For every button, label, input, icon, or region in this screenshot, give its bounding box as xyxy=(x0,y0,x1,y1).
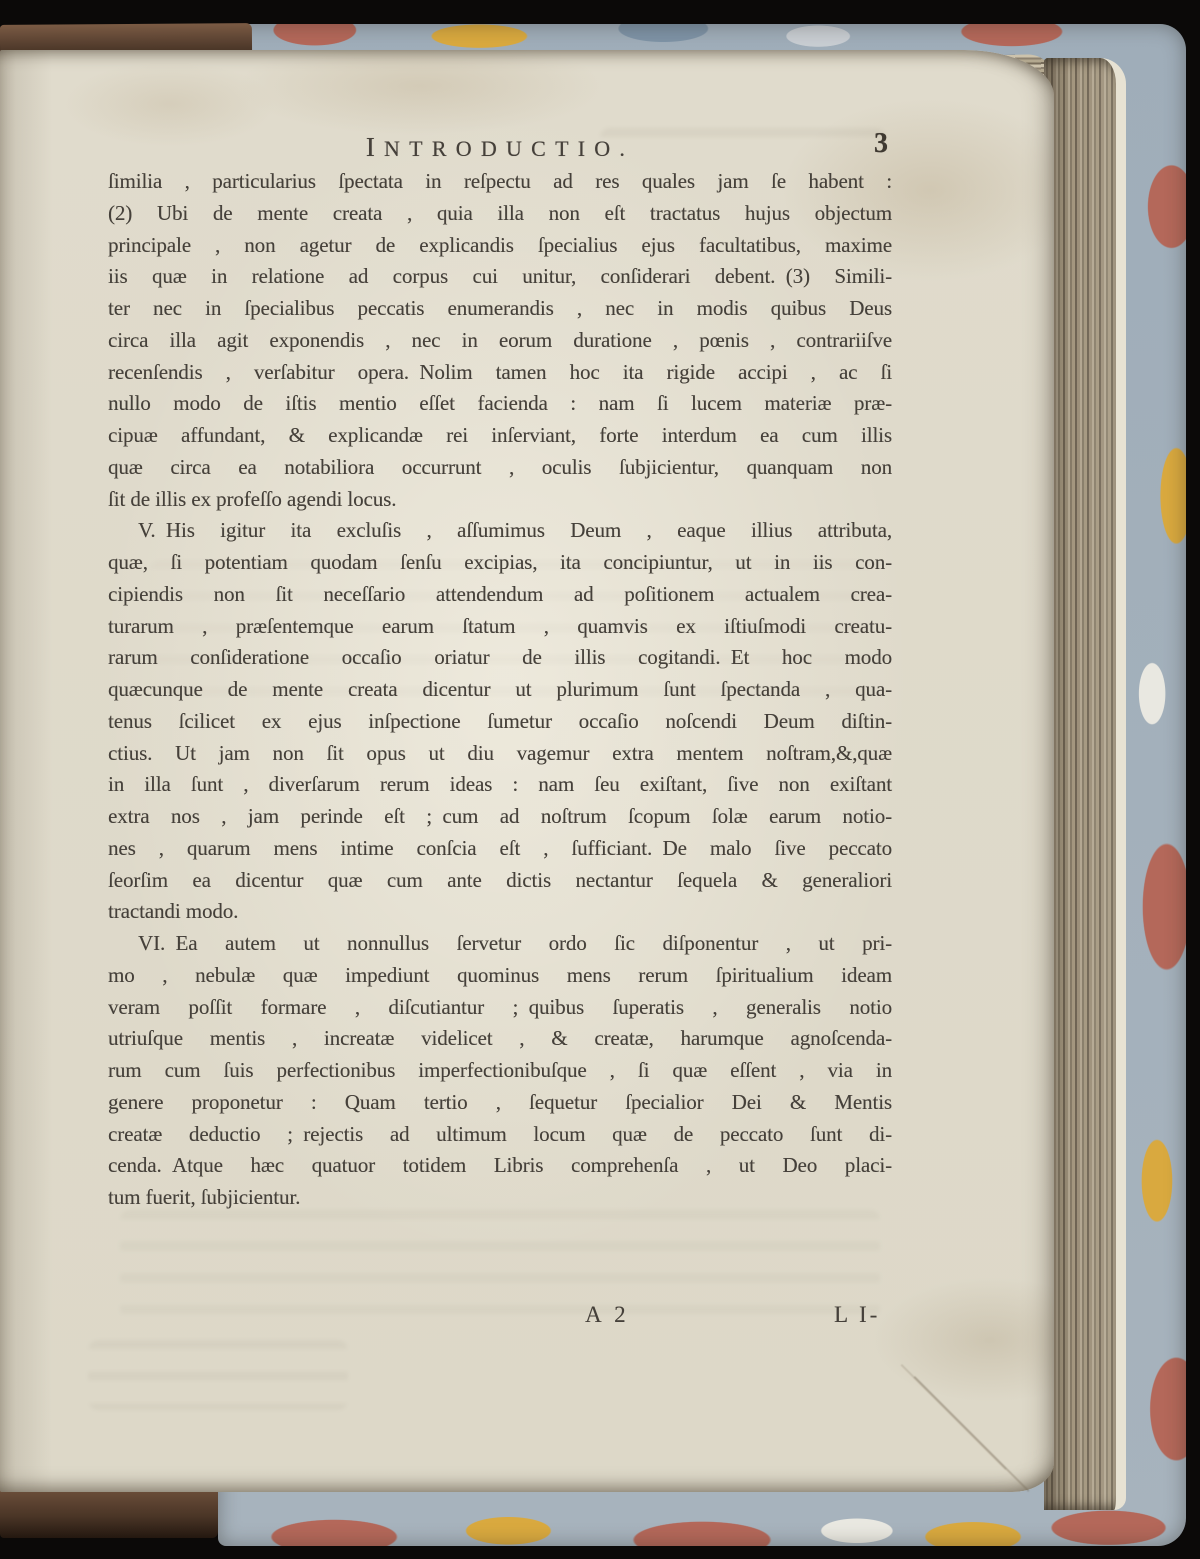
text-line: rum cum ſuis perfectionibus imperfectionibuſque , ſi quæ eſſent , via in xyxy=(108,1058,892,1082)
text-line: mo , nebulæ quæ impediunt quominus mens rerum ſpiritualium ideam xyxy=(108,962,892,987)
text-line: quæcunque de mente creata dicentur ut plurimum ſunt ſpectanda , qua- xyxy=(108,677,892,701)
text-line: utriuſque mentis , increatæ videlicet , & creatæ, harumque agnoſcenda- xyxy=(108,1026,892,1051)
text-line: turarum , præſentemque earum ſtatum , quamvis ex iſtiuſmodi creatu- xyxy=(108,613,892,638)
book-fore-edge-pages xyxy=(1044,58,1126,1510)
page-number: 3 xyxy=(874,128,888,159)
show-through-ghost xyxy=(120,1210,880,1320)
text-line: quæ, ſi potentiam quodam ſenſu excipias, ita concipiuntur, ut in iis con- xyxy=(108,550,892,574)
text-line: ſit de illis ex profeſſo agendi locus. xyxy=(108,486,397,511)
text-line: nes , quarum mens intime conſcia eſt , ſufficiant. De malo ſive peccato xyxy=(108,835,892,860)
signature-mark: A 2 xyxy=(585,1302,630,1327)
leather-binding-edge-bottom xyxy=(0,1490,218,1538)
text-line: quæ circa ea notabiliora occurrunt , oculis ſubjicientur, quanquam non xyxy=(108,454,892,479)
show-through-ghost xyxy=(88,1340,348,1410)
text-line: tum fuerit, ſubjicientur. xyxy=(108,1185,301,1209)
running-title: INTRODUCTIO. xyxy=(365,132,635,162)
text-line: principale , non agetur de explicandis ſpecialius ejus facultatibus, maxime xyxy=(108,232,892,257)
text-line: cipuæ affundant, & explicandæ rei inſerviant, forte interdum ea cum illis xyxy=(108,423,892,447)
text-line: nullo modo de iſtis mentio eſſet facienda : nam ſi lucem materiæ præ- xyxy=(108,391,892,416)
text-line: circa illa agit exponendis , nec in eorum duratione , pœnis , contrariiſve xyxy=(108,327,892,352)
text-line: ter nec in ſpecialibus peccatis enumerandis , nec in modis quibus Deus xyxy=(108,296,892,320)
text-line: rarum conſideratione occaſio oriatur de illis cogitandi. Et hoc modo xyxy=(108,645,892,670)
text-line: V. His igitur ita excluſis , aſſumimus Deum , eaque illius attributa, xyxy=(138,518,892,543)
text-line: recenſendis , verſabitur opera. Nolim tamen hoc ita rigide accipi , ac ſi xyxy=(108,359,892,384)
page-header xyxy=(108,128,892,170)
text-line: extra nos , jam perinde eſt ; cum ad noſtrum ſcopum ſolæ earum notio- xyxy=(108,804,892,828)
text-line: tractandi modo. xyxy=(108,899,239,924)
text-line: ſeorſim ea dicentur quæ cum ante dictis nectantur ſequela & generaliori xyxy=(108,867,892,892)
book-page xyxy=(0,50,1054,1492)
text-line: cenda. Atque hæc quatuor totidem Libris comprehenſa , ut Deo placi- xyxy=(108,1153,892,1178)
text-line: (2) Ubi de mente creata , quia illa non eſt tractatus hujus objectum xyxy=(108,200,892,225)
text-line: cipiendis non ſit neceſſario attendendum ad poſitionem actualem crea- xyxy=(108,581,892,606)
text-line: iis quæ in relatione ad corpus cui unitur, conſiderari debent. (3) Simili- xyxy=(108,264,892,289)
text-line: veram poſſit formare , diſcutiantur ; quibus ſuperatis , generalis notio xyxy=(108,994,892,1019)
text-line: tenus ſcilicet ex ejus inſpectione ſumetur occaſio noſcendi Deum diſtin- xyxy=(108,708,892,733)
text-line: ctius. Ut jam non ſit opus ut diu vagemur extra mentem noſtram,&,quæ xyxy=(108,740,892,765)
catchword: L I- xyxy=(834,1302,881,1327)
text-line: VI. Ea autem ut nonnullus ſervetur ordo ſic diſponentur , ut pri- xyxy=(138,931,892,955)
page-crease xyxy=(901,1364,1007,1470)
text-line: ſimilia , particularius ſpectata in reſpectu ad res quales jam ſe habent : xyxy=(108,169,892,193)
text-line: genere proponetur : Quam tertio , ſequetur ſpecialior Dei & Mentis xyxy=(108,1089,892,1114)
body-text xyxy=(108,166,892,1214)
text-line: creatæ deductio ; rejectis ad ultimum locum quæ de peccato ſunt di- xyxy=(108,1121,892,1146)
text-line: in illa ſunt , diverſarum rerum ideas : nam ſeu exiſtant, ſive non exiſtant xyxy=(108,772,892,797)
